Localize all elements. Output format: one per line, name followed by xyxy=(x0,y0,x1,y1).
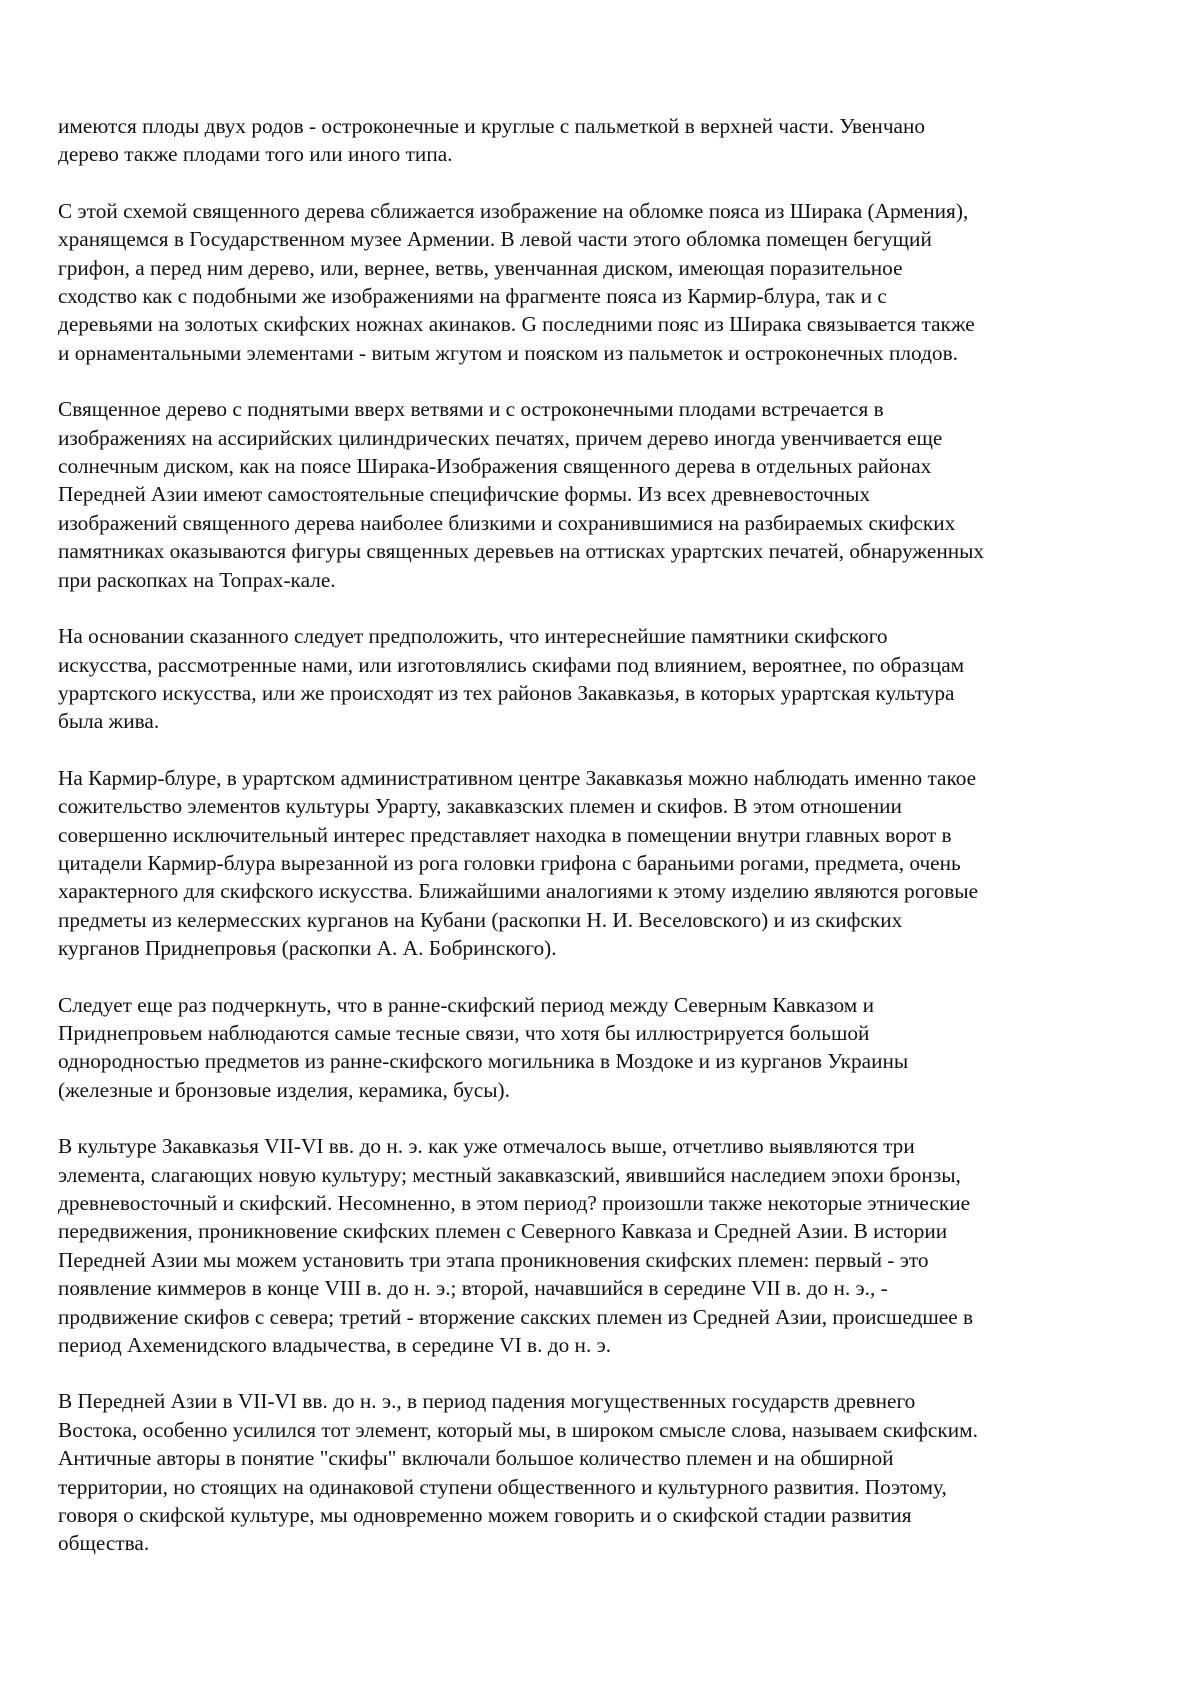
paragraph-7 xyxy=(58,1132,1128,1359)
text-line: однородностью предметов из ранне-скифского могильника в Моздоке и из курганов Украины xyxy=(58,1049,909,1074)
text-line: характерного для скифского искусства. Ближайшими аналогиями к этому изделию являются роговые xyxy=(58,879,979,904)
text-line: (железные и бронзовые изделия, керамика, бусы). xyxy=(58,1077,510,1102)
text-line: памятниках оказываются фигуры священных деревьев на оттисках урартских печатей, обнаруженных xyxy=(58,539,985,564)
paragraph-5 xyxy=(58,764,1128,963)
text-line: цитадели Кармир-блура вырезанной из рога головки грифона с бараньими рогами, предмета, очень xyxy=(58,850,961,875)
text-line: была жива. xyxy=(58,709,160,734)
text-line: солнечным диском, как на поясе Ширака-Изображения священного дерева в отдельных районах xyxy=(58,454,932,479)
text-line: продвижение скифов с севера; третий - вторжение сакских племен из Средней Азии, происшедшее в xyxy=(58,1304,974,1329)
text-line: элемента, слагающих новую культуру; местный закавказский, явившийся наследием эпохи бронзы, xyxy=(58,1162,961,1187)
paragraph-4 xyxy=(58,622,1128,736)
text-line: В Передней Азии в VII-VI вв. до н. э., в период падения могущественных государств древнего xyxy=(58,1389,916,1414)
text-line: территории, но стоящих на одинаковой ступени общественного и культурного развития. Поэтому, xyxy=(58,1474,947,1499)
text-line: и орнаментальными элементами - витым жгутом и пояском из пальметок и остроконечных плодов. xyxy=(58,340,958,365)
paragraph-1 xyxy=(58,112,1128,169)
text-line: общества. xyxy=(58,1531,150,1556)
text-line: курганов Приднепровья (раскопки А. А. Бобринского). xyxy=(58,936,557,961)
text-line: Передней Азии имеют самостоятельные специфичские формы. Из всех древневосточных xyxy=(58,482,871,507)
text-line: сожительство элементов культуры Урарту, закавказских племен и скифов. В этом отношении xyxy=(58,794,902,819)
text-line: Следует еще раз подчеркнуть, что в ранне-скифский период между Северным Кавказом и xyxy=(58,992,874,1017)
text-line: На Кармир-блуре, в урартском административном центре Закавказья можно наблюдать именно такое xyxy=(58,765,977,790)
document-page xyxy=(58,112,1128,1586)
paragraph-6 xyxy=(58,991,1128,1105)
text-line: Приднепровьем наблюдаются самые тесные связи, что хотя бы иллюстрируется большой xyxy=(58,1020,870,1045)
text-line: период Ахеменидского владычества, в середине VI в. до н. э. xyxy=(58,1333,612,1358)
text-line: деревьями на золотых скифских ножнах акинаков. G последними пояс из Ширака связывается также xyxy=(58,312,975,337)
text-line: предметы из келермесских курганов на Кубани (раскопки Н. И. Веселовского) и из скифских xyxy=(58,907,903,932)
text-line: совершенно исключительный интерес представляет находка в помещении внутри главных ворот в xyxy=(58,822,952,847)
paragraph-3 xyxy=(58,395,1128,594)
text-line: В культуре Закавказья VII-VI вв. до н. э. как уже отмечалось выше, отчетливо выявляются три xyxy=(58,1134,915,1159)
text-line: На основании сказанного следует предположить, что интереснейшие памятники скифского xyxy=(58,624,888,649)
text-line: искусства, рассмотренные нами, или изготовлялись скифами под влиянием, вероятнее, по образцам xyxy=(58,652,965,677)
text-line: урартского искусства, или же происходят из тех районов Закавказья, в которых урартская культура xyxy=(58,680,955,705)
text-line: древневосточный и скифский. Несомненно, в этом период? произошли также некоторые этнические xyxy=(58,1191,971,1215)
text-line: изображений священного дерева наиболее близкими и сохранившимися на разбираемых скифских xyxy=(58,510,956,535)
text-line: появление киммеров в конце VIII в. до н. э.; второй, начавшийся в середине VII в. до н. э., - xyxy=(58,1276,888,1301)
text-line: Священное дерево с поднятыми вверх ветвями и с остроконечными плодами встречается в xyxy=(58,397,884,422)
text-line: Востока, особенно усилился тот элемент, который мы, в широком смысле слова, называем скифским. xyxy=(58,1417,978,1442)
text-line: С этой схемой священного дерева сближается изображение на обломке пояса из Ширака (Армения), xyxy=(58,198,969,223)
paragraph-8 xyxy=(58,1387,1128,1557)
text-line: сходство как с подобными же изображениями на фрагменте пояса из Кармир-блура, так и с xyxy=(58,284,887,309)
text-line: грифон, а перед ним дерево, или, вернее, ветвь, увенчанная диском, имеющая поразительное xyxy=(58,255,903,280)
text-line: дерево также плодами того или иного типа. xyxy=(58,142,453,167)
text-line: передвижения, проникновение скифских племен с Северного Кавказа и Средней Азии. В истории xyxy=(58,1219,948,1244)
text-line: Передней Азии мы можем установить три этапа проникновения скифских племен: первый - это xyxy=(58,1247,929,1272)
text-line: хранящемся в Государственном музее Армении. В левой части этого обломка помещен бегущий xyxy=(58,227,932,252)
paragraph-2 xyxy=(58,197,1128,367)
text-line: при раскопках на Топрах-кале. xyxy=(58,567,336,592)
text-line: имеются плоды двух родов - остроконечные и круглые с пальметкой в верхней части. Увенчано xyxy=(58,114,926,138)
text-line: говоря о скифской культуре, мы одновременно можем говорить и о скифской стадии развития xyxy=(58,1503,912,1528)
text-line: Античные авторы в понятие "скифы" включали большое количество племен и на обширной xyxy=(58,1446,894,1471)
text-line: изображениях на ассирийских цилиндрических печатях, причем дерево иногда увенчивается еще xyxy=(58,425,943,450)
